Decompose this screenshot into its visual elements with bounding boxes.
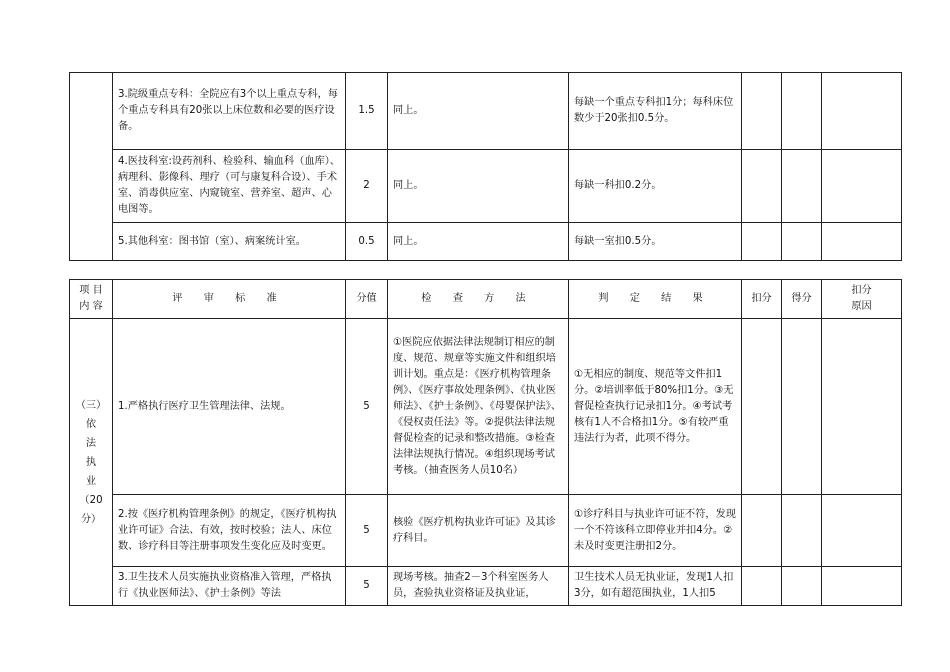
- reason-cell: [822, 150, 902, 223]
- category-line: （三）: [75, 399, 107, 411]
- header-gain: 得分: [782, 280, 822, 319]
- method-cell: 核验《医疗机构执业许可证》及其诊疗科目。: [388, 495, 569, 567]
- category-cell: [70, 73, 113, 261]
- header-item-line2: 内 容: [79, 301, 103, 312]
- result-cell: 卫生技术人员无执业证，发现1人扣3分，如有超范围执业，1人扣5: [569, 567, 742, 606]
- header-reason: [822, 280, 902, 319]
- result-cell: 每缺一个重点专科扣1分；每科床位数少于20张扣0.5分。: [569, 73, 742, 150]
- header-item: [70, 280, 113, 319]
- deduct-cell: [742, 567, 782, 606]
- criteria-cell: 1.严格执行医疗卫生管理法律、法规。: [113, 319, 346, 495]
- criteria-cell: 2.按《医疗机构管理条例》的规定，《医疗机构执业许可证》合法、有效，按时校验；法人、床位数、诊疗科目等注册事项发生变化应及时变更。: [113, 495, 346, 567]
- gain-cell: [782, 319, 822, 495]
- gain-cell: [782, 150, 822, 223]
- reason-cell: [822, 495, 902, 567]
- header-criteria: 评 审 标 准: [113, 280, 346, 319]
- category-line: 依: [85, 418, 97, 430]
- result-cell: ①诊疗科目与执业许可证不符，发现一个不符该科立即停业并扣4分。②未及时变更注册扣2分。: [569, 495, 742, 567]
- table-row: [70, 567, 902, 606]
- table-row: [70, 73, 902, 150]
- score-cell: 0.5: [346, 223, 388, 261]
- top-continuation-table: [69, 72, 902, 261]
- header-score: 分值: [346, 280, 388, 319]
- evaluation-table: [69, 279, 902, 606]
- table-row: [70, 319, 902, 495]
- deduct-cell: [742, 223, 782, 261]
- header-reason-line2: 原因: [851, 301, 872, 312]
- deduct-cell: [742, 319, 782, 495]
- deduct-cell: [742, 495, 782, 567]
- category-line: 法: [85, 437, 97, 449]
- criteria-cell: 4.医技科室:设药剂科、检验科、输血科（血库）、病理科、影像科、理疗（可与康复科合设）、手术室、消毒供应室、内窥镜室、营养室、超声、心电图等。: [113, 150, 346, 223]
- category-line: （20: [79, 494, 103, 506]
- header-reason-line1: 扣分: [851, 285, 872, 296]
- method-cell: 同上。: [388, 73, 569, 150]
- reason-cell: [822, 567, 902, 606]
- reason-cell: [822, 223, 902, 261]
- score-cell: 1.5: [346, 73, 388, 150]
- result-cell: 每缺一室扣0.5分。: [569, 223, 742, 261]
- result-cell: 每缺一科扣0.2分。: [569, 150, 742, 223]
- header-method: 检 查 方 法: [388, 280, 569, 319]
- deduct-cell: [742, 73, 782, 150]
- gain-cell: [782, 495, 822, 567]
- gain-cell: [782, 567, 822, 606]
- criteria-cell: 5.其他科室：图书馆（室）、病案统计室。: [113, 223, 346, 261]
- gain-cell: [782, 223, 822, 261]
- deduct-cell: [742, 150, 782, 223]
- header-result: 判 定 结 果: [569, 280, 742, 319]
- method-cell: 同上。: [388, 150, 569, 223]
- header-row: [70, 280, 902, 319]
- reason-cell: [822, 319, 902, 495]
- score-cell: 5: [346, 495, 388, 567]
- table-row: [70, 495, 902, 567]
- method-cell: 同上。: [388, 223, 569, 261]
- score-cell: 5: [346, 567, 388, 606]
- score-cell: 5: [346, 319, 388, 495]
- table-row: [70, 150, 902, 223]
- category-line: 业: [85, 475, 97, 487]
- criteria-cell: 3.院级重点专科：全院应有3个以上重点专科，每个重点专科具有20张以上床位数和必要的医疗设备。: [113, 73, 346, 150]
- criteria-cell: 3.卫生技术人员实施执业资格准入管理，严格执行《执业医师法》、《护士条例》等法: [113, 567, 346, 606]
- category-line: 执: [85, 456, 97, 468]
- category-line: 分）: [80, 513, 102, 525]
- score-cell: 2: [346, 150, 388, 223]
- table-row: [70, 223, 902, 261]
- result-cell: ①无相应的制度、规范等文件扣1分。②培训率低于80%扣1分。③无督促检查执行记录扣1分。④考试考核有1人不合格扣1分。⑤有较严重违法行为者，此项不得分。: [569, 319, 742, 495]
- header-item-line1: 项 目: [79, 285, 103, 296]
- gain-cell: [782, 73, 822, 150]
- method-cell: ①医院应依据法律法规制订相应的制度、规范、规章等实施文件和组织培训计划。重点是：《医疗机构管理条例》、《医疗事故处理条例》、《执业医师法》、《护士条例》、《母婴保护法》、《侵权责任法》等。②提供法律法规督促检查的记录和整改措施。③检查法律法规执行情况。④组织现场考试考核。（抽查医务人员10名）: [388, 319, 569, 495]
- reason-cell: [822, 73, 902, 150]
- method-cell: 现场考核。抽查2－3个科室医务人员，查验执业资格证及执业证，: [388, 567, 569, 606]
- header-deduct: 扣分: [742, 280, 782, 319]
- category-cell: [70, 319, 113, 606]
